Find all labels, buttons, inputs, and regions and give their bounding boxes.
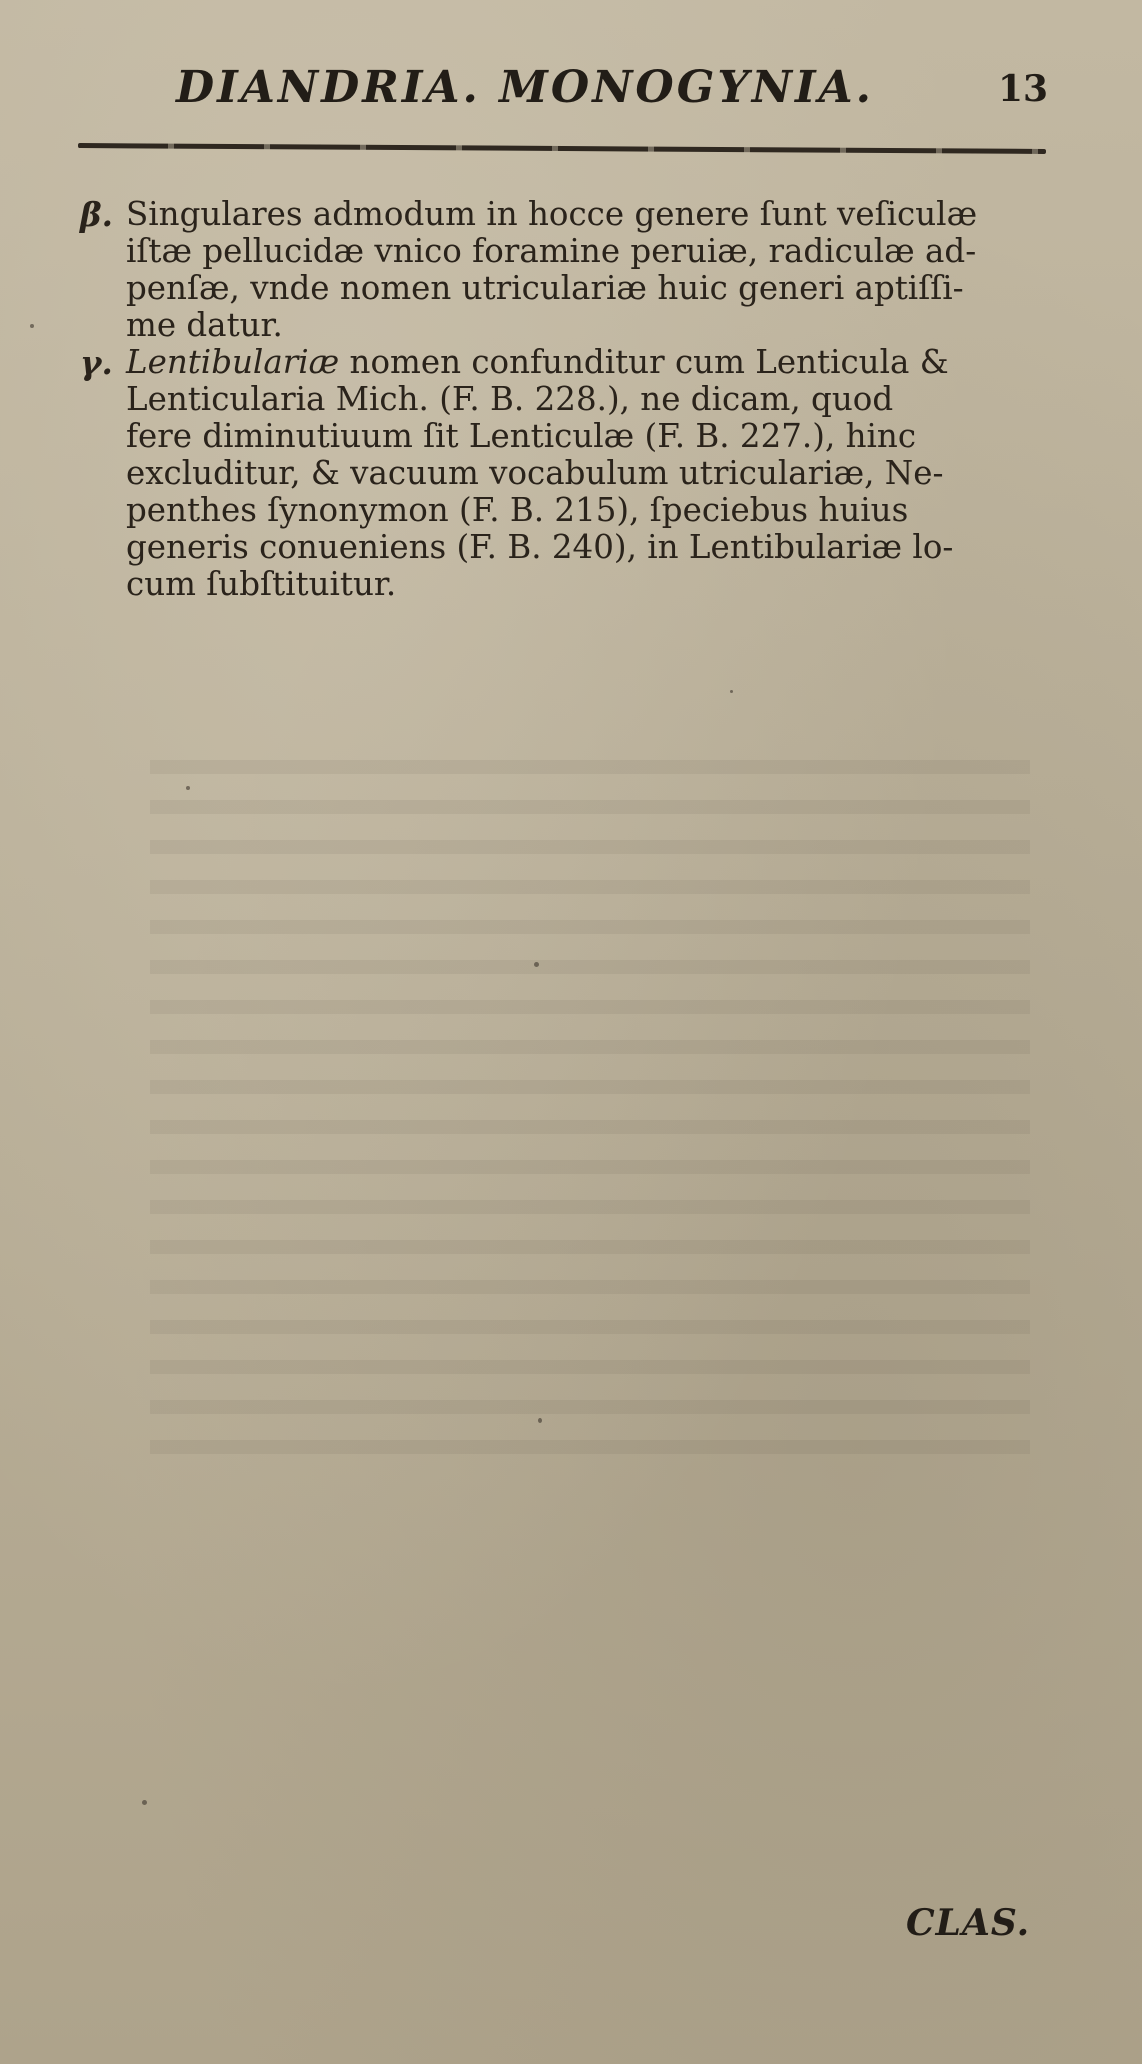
notes-body xyxy=(80,196,1050,603)
note-line: Lenticularia Mich. (F. B. 228.), ne dicam, quod xyxy=(126,380,894,418)
page-header xyxy=(176,62,1056,132)
paper-speck xyxy=(730,690,733,693)
note-gamma xyxy=(80,344,1050,603)
paper-speck xyxy=(534,962,539,967)
note-line: generis conueniens (F. B. 240), in Lentibulariæ lo- xyxy=(126,528,954,566)
note-marker-gamma: γ. xyxy=(80,343,113,382)
note-line: iſtæ pellucidæ vnico foramine peruiæ, radiculæ ad- xyxy=(126,232,977,270)
note-line: penthes ſynonymon (F. B. 215), ſpeciebus huius xyxy=(126,491,909,529)
page-number: 13 xyxy=(998,68,1049,110)
paper-speck xyxy=(30,324,34,328)
note-marker-beta: β. xyxy=(80,195,113,234)
note-line: penſæ, vnde nomen utriculariæ huic generi aptiſſi- xyxy=(126,269,964,307)
header-rule xyxy=(78,143,1046,154)
show-through-text xyxy=(150,760,1030,1460)
note-line: me datur. xyxy=(126,306,283,344)
note-line: Singulares admodum in hocce genere ſunt veſiculæ xyxy=(126,195,978,233)
paper-speck xyxy=(538,1418,542,1423)
paper-speck xyxy=(142,1800,147,1805)
note-first-line xyxy=(126,344,1050,381)
italic-lead-word: Lentibulariæ xyxy=(126,343,340,381)
first-line-rest: nomen confunditur cum Lenticula & xyxy=(339,343,949,381)
note-beta xyxy=(80,196,1050,344)
running-title: DIANDRIA. MONOGYNIA. xyxy=(176,62,874,113)
paper-speck xyxy=(186,786,190,790)
note-line: cum ſubſtituitur. xyxy=(126,565,397,603)
catchword: CLAS. xyxy=(906,1902,1031,1944)
note-line: excluditur, & vacuum vocabulum utriculariæ, Ne- xyxy=(126,454,944,492)
note-line: fere diminutiuum ſit Lenticulæ (F. B. 227.), hinc xyxy=(126,417,917,455)
